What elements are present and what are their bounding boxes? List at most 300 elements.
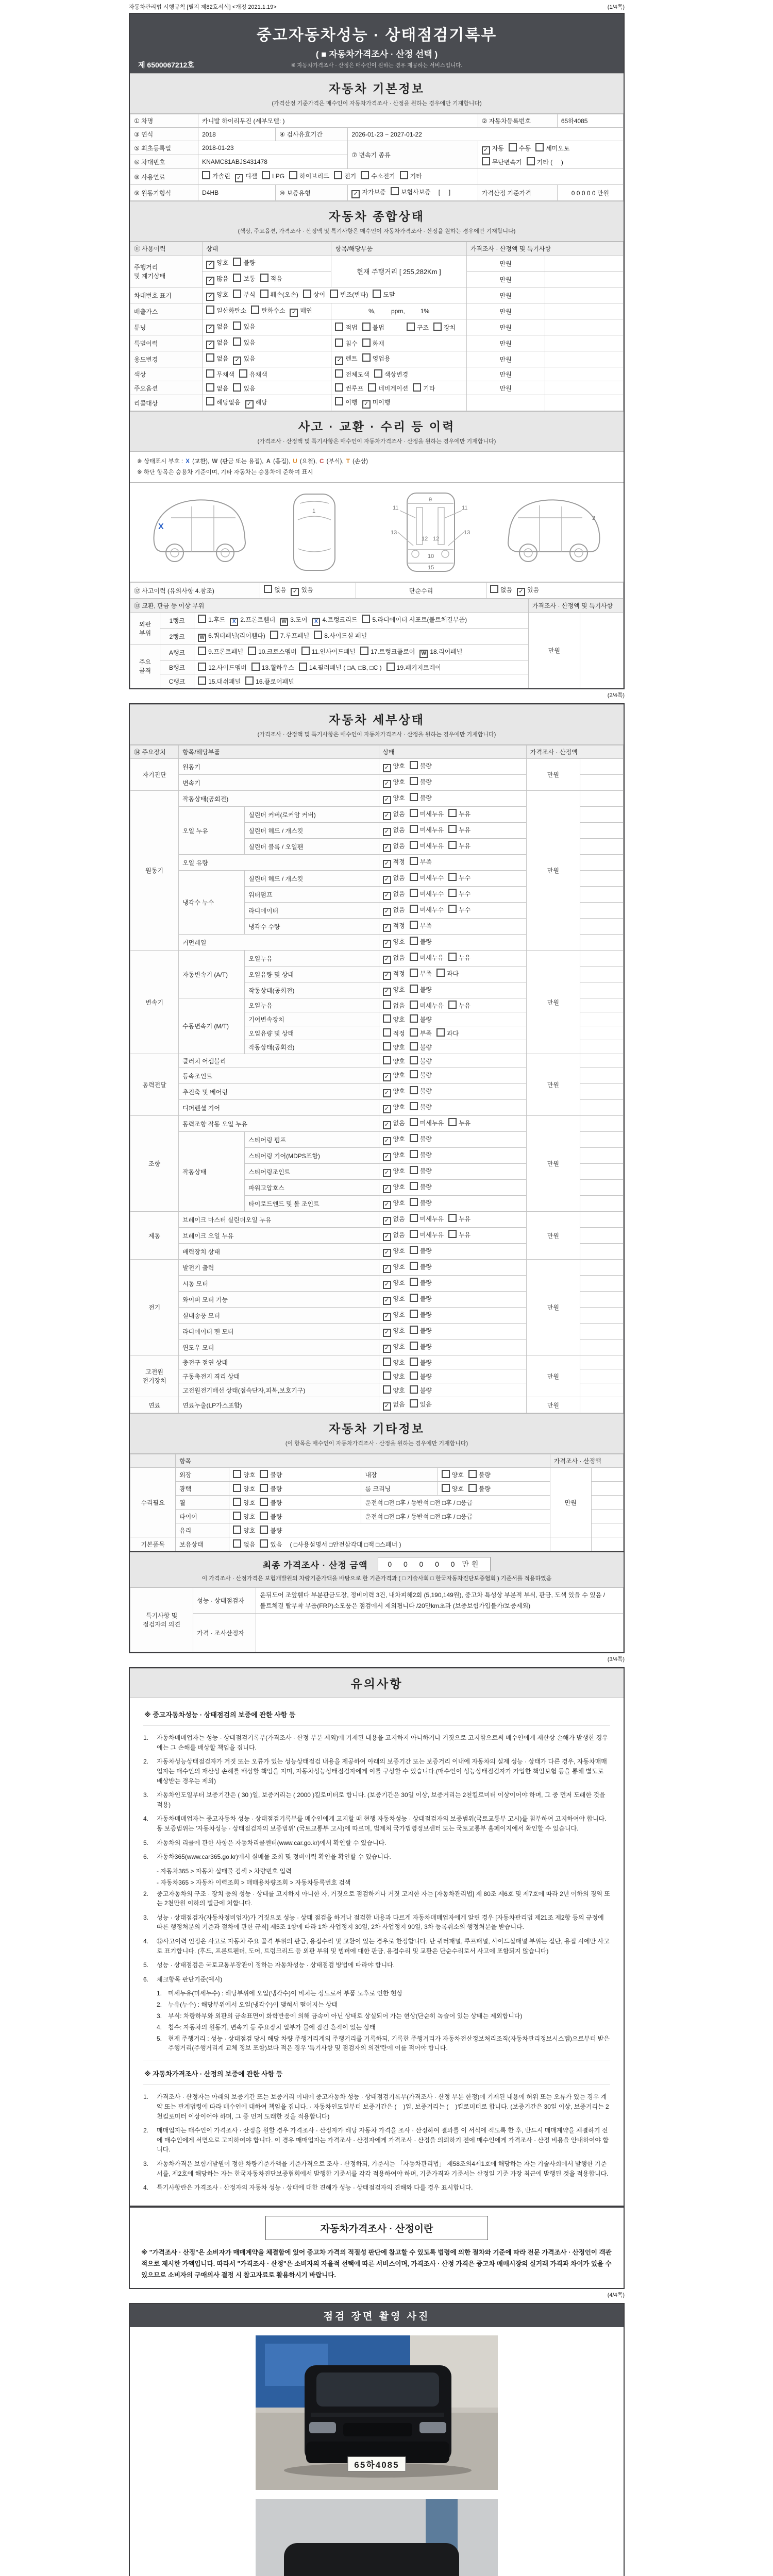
checkbox[interactable] — [448, 1230, 457, 1238]
checkbox-option[interactable] — [410, 841, 444, 850]
checkbox[interactable] — [410, 1278, 418, 1286]
checkbox[interactable] — [410, 1310, 418, 1318]
checkbox-option[interactable] — [410, 1326, 432, 1335]
checkbox[interactable]: ✓ — [383, 908, 391, 916]
checkbox[interactable] — [410, 1001, 418, 1009]
checkbox[interactable] — [362, 615, 370, 623]
checkbox-option[interactable] — [262, 171, 284, 180]
checkbox-option[interactable] — [383, 1198, 405, 1209]
checkbox-option[interactable] — [383, 937, 405, 948]
checkbox-option[interactable] — [410, 1014, 432, 1024]
checkbox[interactable] — [360, 647, 368, 655]
checkbox-option[interactable] — [410, 1150, 432, 1159]
checkbox-option[interactable] — [509, 143, 531, 152]
checkbox-option[interactable] — [410, 921, 432, 930]
checkbox[interactable] — [206, 383, 214, 392]
checkbox-option[interactable] — [362, 353, 391, 363]
checkbox-option[interactable] — [373, 290, 395, 299]
checkbox[interactable] — [509, 143, 517, 151]
checkbox[interactable] — [383, 1042, 391, 1050]
checkbox[interactable]: ✓ — [383, 860, 391, 868]
checkbox[interactable] — [410, 1358, 418, 1366]
checkbox-option[interactable] — [410, 1371, 432, 1381]
checkbox[interactable]: ✓ — [351, 190, 360, 198]
checkbox[interactable]: W — [280, 618, 288, 626]
checkbox[interactable]: ✓ — [383, 1073, 391, 1081]
checkbox[interactable] — [233, 274, 241, 282]
checkbox-option[interactable] — [206, 322, 228, 333]
checkbox-option[interactable] — [448, 1230, 470, 1239]
checkbox-option[interactable] — [410, 1118, 444, 1127]
checkbox-option[interactable] — [410, 1086, 432, 1095]
checkbox[interactable] — [410, 1118, 418, 1126]
checkbox-option[interactable] — [410, 1262, 432, 1271]
checkbox-option[interactable] — [383, 1014, 405, 1024]
checkbox-option[interactable] — [383, 969, 405, 980]
checkbox-option[interactable] — [527, 157, 563, 166]
checkbox[interactable] — [410, 1214, 418, 1222]
checkbox-option[interactable] — [383, 825, 405, 836]
checkbox-option[interactable] — [301, 647, 356, 656]
checkbox-option[interactable] — [198, 663, 247, 672]
checkbox[interactable]: ✓ — [383, 1402, 391, 1411]
checkbox-option[interactable] — [233, 258, 255, 267]
checkbox[interactable] — [410, 1399, 418, 1408]
checkbox[interactable] — [383, 1056, 391, 1064]
checkbox-option[interactable] — [410, 1198, 432, 1207]
checkbox[interactable]: ✓ — [517, 588, 525, 596]
checkbox-option[interactable] — [383, 1371, 405, 1381]
checkbox-option[interactable] — [233, 274, 255, 283]
checkbox-option[interactable] — [383, 1118, 405, 1129]
checkbox[interactable] — [410, 1014, 418, 1023]
checkbox[interactable] — [198, 676, 206, 685]
checkbox-option[interactable] — [410, 1385, 432, 1395]
checkbox-option[interactable] — [410, 857, 432, 866]
checkbox[interactable] — [233, 337, 241, 346]
checkbox[interactable]: ✓ — [383, 876, 391, 884]
checkbox-option[interactable] — [314, 631, 367, 640]
checkbox-option[interactable] — [291, 585, 313, 596]
checkbox[interactable] — [410, 1385, 418, 1394]
checkbox-option[interactable] — [383, 921, 405, 932]
checkbox[interactable] — [202, 171, 210, 179]
checkbox[interactable] — [335, 383, 343, 392]
checkbox[interactable]: ✓ — [383, 1329, 391, 1337]
checkbox-option[interactable] — [206, 290, 228, 301]
checkbox[interactable] — [383, 1028, 391, 1037]
checkbox-option[interactable] — [410, 889, 444, 898]
checkbox[interactable] — [233, 1470, 241, 1478]
checkbox-option[interactable] — [335, 369, 369, 379]
checkbox-option[interactable] — [410, 777, 432, 786]
checkbox[interactable] — [233, 1512, 241, 1520]
checkbox[interactable]: ✓ — [245, 400, 254, 409]
checkbox-option[interactable] — [391, 187, 431, 196]
checkbox-option[interactable] — [383, 809, 405, 820]
checkbox[interactable] — [448, 1118, 457, 1126]
checkbox[interactable] — [410, 1166, 418, 1174]
checkbox[interactable] — [436, 969, 445, 977]
checkbox-option[interactable] — [410, 1310, 432, 1319]
checkbox[interactable] — [233, 1484, 241, 1492]
checkbox[interactable] — [410, 777, 418, 785]
checkbox-option[interactable] — [335, 323, 357, 332]
checkbox[interactable] — [410, 857, 418, 865]
checkbox[interactable] — [335, 338, 343, 347]
checkbox-option[interactable] — [386, 663, 441, 672]
checkbox[interactable]: ✓ — [290, 309, 298, 317]
checkbox[interactable] — [383, 1001, 391, 1009]
checkbox-option[interactable] — [206, 397, 240, 406]
checkbox[interactable] — [233, 258, 241, 266]
checkbox-option[interactable] — [448, 809, 470, 818]
checkbox-option[interactable] — [407, 323, 429, 332]
checkbox[interactable]: ✓ — [383, 1089, 391, 1097]
checkbox[interactable] — [410, 1028, 418, 1037]
checkbox-option[interactable] — [410, 1230, 444, 1239]
checkbox-option[interactable] — [335, 338, 357, 348]
checkbox[interactable] — [410, 1294, 418, 1302]
checkbox-option[interactable] — [383, 1385, 405, 1395]
checkbox-option[interactable] — [410, 761, 432, 770]
checkbox[interactable] — [206, 397, 214, 405]
checkbox[interactable]: ✓ — [383, 780, 391, 788]
checkbox-option[interactable] — [448, 873, 470, 882]
checkbox[interactable] — [410, 1086, 418, 1094]
checkbox-option[interactable] — [383, 1028, 405, 1038]
checkbox[interactable] — [362, 338, 371, 347]
checkbox[interactable] — [442, 1484, 450, 1492]
checkbox-option[interactable] — [245, 676, 294, 686]
checkbox[interactable]: ✓ — [383, 972, 391, 980]
checkbox[interactable] — [362, 353, 371, 362]
checkbox-option[interactable] — [383, 1246, 405, 1257]
checkbox[interactable]: ✓ — [383, 1153, 391, 1161]
checkbox-option[interactable] — [260, 290, 298, 299]
checkbox-option[interactable] — [290, 306, 312, 317]
checkbox[interactable]: ✓ — [206, 277, 214, 285]
checkbox-option[interactable] — [383, 1400, 405, 1411]
checkbox[interactable] — [410, 761, 418, 769]
checkbox-option[interactable] — [374, 369, 408, 379]
checkbox[interactable]: ✓ — [383, 1233, 391, 1241]
checkbox-option[interactable] — [383, 1214, 405, 1225]
checkbox-option[interactable] — [490, 585, 512, 594]
checkbox-option[interactable] — [383, 1150, 405, 1161]
checkbox-option[interactable] — [233, 290, 255, 299]
checkbox[interactable] — [410, 921, 418, 929]
checkbox[interactable] — [289, 171, 297, 179]
checkbox-option[interactable] — [362, 323, 384, 332]
checkbox[interactable] — [206, 369, 214, 378]
checkbox[interactable] — [374, 369, 382, 378]
checkbox-option[interactable] — [410, 1042, 432, 1052]
checkbox-option[interactable] — [410, 969, 432, 978]
checkbox[interactable]: ✓ — [383, 1169, 391, 1177]
checkbox-option[interactable] — [383, 1342, 405, 1353]
checkbox-option[interactable] — [383, 1358, 405, 1367]
checkbox[interactable] — [260, 1484, 268, 1492]
checkbox-option[interactable] — [383, 777, 405, 788]
checkbox[interactable]: ✓ — [383, 1137, 391, 1145]
checkbox-option[interactable] — [383, 1071, 405, 1081]
checkbox[interactable]: ✓ — [206, 325, 214, 333]
checkbox-option[interactable] — [239, 369, 267, 379]
checkbox[interactable] — [410, 1070, 418, 1078]
checkbox-option[interactable] — [383, 1294, 405, 1305]
checkbox-option[interactable] — [362, 615, 467, 624]
checkbox[interactable] — [410, 1246, 418, 1254]
checkbox-option[interactable] — [198, 615, 225, 624]
checkbox[interactable]: ✓ — [335, 357, 343, 365]
checkbox-option[interactable] — [260, 1539, 282, 1549]
checkbox[interactable] — [251, 306, 259, 314]
checkbox-option[interactable] — [335, 354, 357, 365]
checkbox-option[interactable] — [410, 985, 432, 994]
checkbox-option[interactable] — [230, 615, 275, 626]
checkbox-option[interactable] — [448, 1118, 470, 1127]
checkbox-option[interactable] — [206, 338, 228, 349]
checkbox[interactable] — [410, 889, 418, 897]
checkbox[interactable]: ✓ — [383, 764, 391, 772]
checkbox-option[interactable] — [448, 841, 470, 850]
checkbox[interactable] — [383, 1385, 391, 1394]
checkbox-option[interactable] — [448, 825, 470, 834]
checkbox[interactable] — [410, 985, 418, 993]
checkbox-option[interactable] — [383, 1166, 405, 1177]
checkbox[interactable]: ✓ — [383, 1121, 391, 1129]
checkbox[interactable] — [410, 825, 418, 833]
checkbox[interactable] — [264, 585, 272, 593]
checkbox[interactable] — [410, 953, 418, 961]
checkbox[interactable] — [383, 1371, 391, 1380]
checkbox[interactable] — [448, 841, 457, 849]
checkbox-option[interactable] — [442, 1484, 464, 1493]
checkbox-option[interactable] — [312, 615, 357, 626]
checkbox[interactable] — [410, 937, 418, 945]
checkbox[interactable] — [400, 171, 408, 179]
checkbox-option[interactable] — [206, 258, 228, 269]
checkbox[interactable] — [233, 383, 241, 392]
checkbox-option[interactable] — [206, 306, 246, 315]
checkbox[interactable]: ✓ — [383, 796, 391, 804]
checkbox-option[interactable] — [383, 1103, 405, 1113]
checkbox-option[interactable] — [198, 647, 243, 656]
checkbox-option[interactable] — [260, 1470, 282, 1479]
checkbox[interactable] — [410, 1150, 418, 1158]
checkbox[interactable] — [490, 585, 498, 593]
checkbox[interactable]: ✓ — [383, 1265, 391, 1273]
checkbox[interactable] — [198, 663, 206, 671]
checkbox-option[interactable] — [433, 323, 456, 332]
checkbox[interactable] — [206, 353, 214, 362]
checkbox-option[interactable] — [410, 1278, 432, 1287]
checkbox-option[interactable] — [235, 172, 257, 182]
checkbox-option[interactable] — [410, 1358, 432, 1367]
checkbox[interactable] — [198, 647, 206, 655]
checkbox[interactable]: ✓ — [383, 924, 391, 932]
checkbox[interactable] — [448, 809, 457, 817]
checkbox-option[interactable] — [448, 1001, 470, 1010]
checkbox-option[interactable] — [410, 1182, 432, 1191]
checkbox-option[interactable] — [383, 857, 405, 868]
checkbox[interactable] — [527, 157, 535, 165]
checkbox-option[interactable] — [198, 631, 265, 642]
checkbox[interactable] — [448, 825, 457, 833]
checkbox[interactable] — [410, 1326, 418, 1334]
checkbox[interactable] — [299, 663, 307, 671]
checkbox[interactable] — [198, 615, 206, 623]
checkbox[interactable]: ✓ — [235, 174, 243, 182]
checkbox-option[interactable] — [383, 1262, 405, 1273]
checkbox-option[interactable] — [233, 383, 255, 393]
checkbox-option[interactable] — [383, 1134, 405, 1145]
checkbox[interactable] — [413, 383, 421, 392]
checkbox-option[interactable] — [251, 306, 285, 315]
checkbox-option[interactable] — [482, 144, 504, 155]
checkbox[interactable]: ✓ — [383, 828, 391, 836]
checkbox-option[interactable] — [260, 1512, 282, 1521]
checkbox-option[interactable] — [383, 1230, 405, 1241]
checkbox[interactable] — [448, 873, 457, 881]
checkbox[interactable]: ✓ — [383, 892, 391, 900]
checkbox[interactable] — [362, 323, 371, 331]
checkbox[interactable] — [335, 323, 343, 331]
checkbox[interactable] — [468, 1484, 477, 1492]
checkbox-option[interactable] — [410, 1134, 432, 1143]
checkbox-option[interactable] — [468, 1484, 491, 1493]
checkbox[interactable] — [233, 1526, 241, 1534]
checkbox[interactable] — [334, 171, 342, 179]
checkbox[interactable] — [248, 647, 256, 655]
checkbox-option[interactable] — [206, 353, 228, 363]
checkbox[interactable] — [251, 663, 260, 671]
checkbox-option[interactable] — [351, 188, 385, 198]
checkbox-option[interactable] — [383, 1278, 405, 1289]
checkbox[interactable]: ✓ — [383, 1281, 391, 1289]
checkbox-option[interactable] — [360, 647, 415, 656]
checkbox-option[interactable] — [383, 1310, 405, 1321]
checkbox-option[interactable] — [383, 889, 405, 900]
checkbox[interactable] — [433, 323, 442, 331]
checkbox[interactable] — [361, 171, 369, 179]
checkbox[interactable]: ✓ — [383, 812, 391, 820]
checkbox-option[interactable] — [383, 1042, 405, 1052]
checkbox-option[interactable] — [299, 663, 382, 672]
checkbox-option[interactable] — [448, 905, 470, 914]
checkbox[interactable] — [383, 1358, 391, 1366]
checkbox-option[interactable] — [436, 1028, 459, 1038]
checkbox-option[interactable] — [410, 1102, 432, 1111]
checkbox-option[interactable] — [442, 1470, 464, 1479]
checkbox[interactable] — [410, 1102, 418, 1110]
checkbox[interactable]: ✓ — [233, 357, 241, 365]
checkbox-option[interactable] — [383, 1087, 405, 1097]
checkbox[interactable] — [206, 306, 214, 314]
checkbox[interactable] — [410, 1056, 418, 1064]
checkbox[interactable] — [386, 663, 395, 671]
checkbox-option[interactable] — [330, 290, 368, 299]
checkbox-option[interactable] — [270, 631, 309, 640]
checkbox[interactable] — [262, 171, 270, 179]
checkbox[interactable] — [260, 1539, 268, 1548]
checkbox-option[interactable] — [280, 615, 307, 626]
checkbox[interactable]: ✓ — [383, 1297, 391, 1305]
checkbox-option[interactable] — [335, 383, 363, 393]
checkbox-option[interactable] — [289, 171, 329, 180]
checkbox-option[interactable] — [383, 761, 405, 772]
checkbox-option[interactable] — [362, 398, 391, 409]
checkbox-option[interactable] — [419, 647, 462, 658]
checkbox[interactable]: ✓ — [383, 1217, 391, 1225]
checkbox-option[interactable] — [233, 1498, 255, 1507]
checkbox-option[interactable] — [410, 1001, 444, 1010]
checkbox-option[interactable] — [260, 274, 282, 283]
checkbox[interactable] — [410, 873, 418, 881]
checkbox[interactable] — [260, 290, 268, 298]
checkbox[interactable] — [410, 1198, 418, 1206]
checkbox[interactable] — [233, 290, 241, 298]
checkbox-option[interactable] — [413, 383, 435, 393]
checkbox-option[interactable] — [264, 585, 286, 594]
checkbox[interactable]: ✓ — [383, 1185, 391, 1193]
checkbox[interactable] — [260, 274, 268, 282]
checkbox-option[interactable] — [410, 937, 432, 946]
checkbox-option[interactable] — [260, 1526, 282, 1535]
checkbox-option[interactable] — [482, 157, 522, 166]
checkbox[interactable] — [335, 397, 343, 405]
checkbox-option[interactable] — [410, 1342, 432, 1351]
checkbox[interactable] — [391, 187, 399, 195]
checkbox[interactable] — [410, 841, 418, 849]
checkbox[interactable] — [448, 1001, 457, 1009]
checkbox-option[interactable] — [260, 1484, 282, 1493]
checkbox-option[interactable] — [383, 1056, 405, 1065]
checkbox[interactable]: ✓ — [383, 1345, 391, 1353]
checkbox[interactable] — [233, 1539, 241, 1548]
checkbox-option[interactable] — [410, 873, 444, 882]
checkbox[interactable]: ✓ — [291, 588, 299, 596]
checkbox-option[interactable] — [448, 953, 470, 962]
checkbox-option[interactable] — [233, 354, 255, 365]
checkbox-option[interactable] — [410, 1070, 432, 1079]
checkbox[interactable] — [260, 1526, 268, 1534]
checkbox-option[interactable] — [335, 397, 357, 406]
checkbox[interactable] — [410, 1342, 418, 1350]
checkbox-option[interactable] — [206, 383, 228, 393]
checkbox[interactable]: ✓ — [383, 1249, 391, 1257]
checkbox[interactable] — [410, 1230, 418, 1238]
checkbox-option[interactable] — [436, 969, 459, 978]
checkbox[interactable]: ✓ — [383, 940, 391, 948]
checkbox-option[interactable] — [410, 953, 444, 962]
checkbox[interactable] — [301, 647, 310, 655]
checkbox-option[interactable] — [198, 676, 241, 686]
checkbox[interactable]: W — [419, 650, 428, 658]
checkbox-option[interactable] — [383, 985, 405, 996]
checkbox[interactable] — [410, 1134, 418, 1142]
checkbox-option[interactable] — [448, 1214, 470, 1223]
checkbox[interactable] — [468, 1470, 477, 1478]
checkbox[interactable] — [448, 905, 457, 913]
checkbox[interactable] — [233, 321, 241, 330]
checkbox-option[interactable] — [517, 585, 539, 596]
checkbox[interactable] — [245, 676, 254, 685]
checkbox[interactable]: ✓ — [383, 1201, 391, 1209]
checkbox[interactable]: ✓ — [206, 261, 214, 269]
checkbox[interactable]: ✓ — [206, 293, 214, 301]
